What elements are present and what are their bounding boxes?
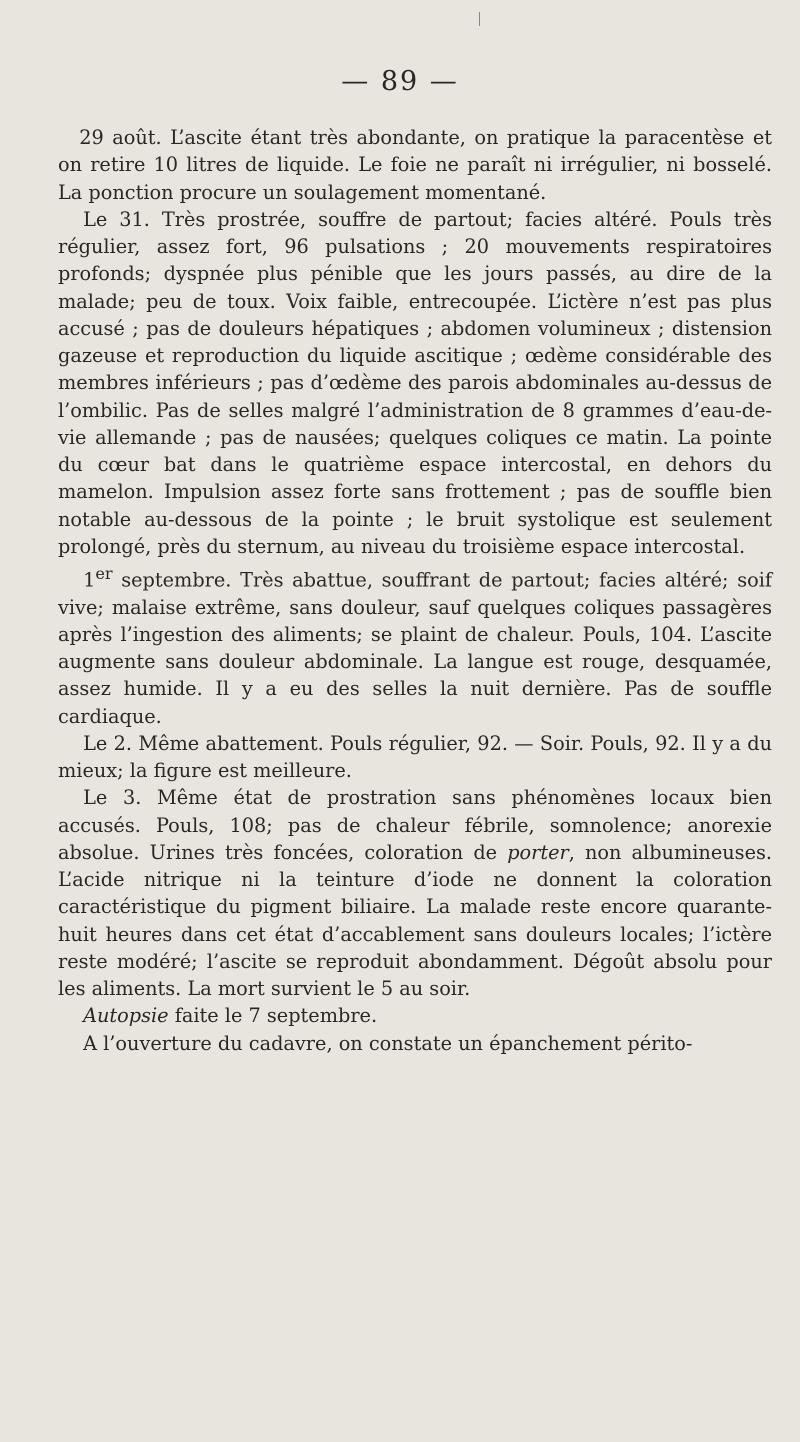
paragraph-le-2: Le 2. Même abattement. Pouls régulier, 92. — Soir. Pouls, 92. Il y a du mieux; la figure est meilleure. bbox=[58, 731, 772, 783]
paragraph-29-aout: 29 août. L’ascite étant très abondante, on pratique la paracentèse et on retire 10 litres de liquide. Le foie ne paraît ni irrégulier, ni bosselé. La ponction procure un soulagement momentané. bbox=[58, 126, 772, 204]
italic-porter: porter bbox=[507, 840, 569, 864]
paragraph-le-3-before: Le 3. Même état de prostration sans phénomènes locaux bien accusés. Pouls, 108; pas de chaleur fébrile, somnolence; anorexie absolue. Urines très foncées, coloration de bbox=[58, 786, 772, 864]
paragraph-1er-septembre-text: septembre. Très abattue, souffrant de partout; facies altéré; soif vive; malaise extrême, sans douleur, sauf quelques coliques passagères après l’ingestion des aliments; se plaint de chaleur. Pouls, 104. L’ascite augmente sans douleur abdominale. La langue est rouge, desquamée, assez humide. Il y a eu des selles la nuit dernière. Pas de souffle cardiaque. bbox=[58, 568, 772, 728]
paragraph-ouverture: A l’ouverture du cadavre, on constate un épanchement périto- bbox=[83, 1031, 693, 1055]
paragraph-autopsie bbox=[58, 1002, 772, 1029]
paragraph-autopsie-after: faite le 7 septembre. bbox=[168, 1004, 378, 1028]
paragraph-le-3 bbox=[58, 784, 772, 1002]
body-text bbox=[58, 124, 772, 1057]
ordinal-suffix: er bbox=[95, 564, 113, 583]
italic-autopsie: Autopsie bbox=[83, 1004, 169, 1028]
paragraph-le-31: Le 31. Très prostrée, souffre de partout; facies altéré. Pouls très régulier, assez fort, 96 pulsations ; 20 mouvements respiratoires profonds; dyspnée plus pénible que les jours passés, au dire de la malade; peu de toux. Voix faible, entrecoupée. L’ictère n’est pas plus accusé ; pas de douleurs hépatiques ; abdomen volumineux ; distension gazeuse et reproduction du liquide ascitique ; œdème considérable des membres inférieurs ; pas d’œdème des parois abdominales au-dessus de l’ombilic. Pas de selles malgré l’administration de 8 grammes d’eau-de-vie allemande ; pas de nausées; quelques coliques ce matin. La pointe du cœur bat dans le quatrième espace intercostal, en dehors du mamelon. Impulsion assez forte sans frottement ; pas de souffle bien notable au-dessous de la pointe ; le bruit systolique est seulement prolongé, près du sternum, au niveau du troisième espace intercostal. bbox=[58, 207, 772, 558]
margin-mark bbox=[479, 12, 480, 26]
page-number: — 89 — bbox=[341, 66, 459, 97]
paragraph-le-3-after: , non albumineuses. L’acide nitrique ni la teinture d’iode ne donnent la coloration caractéristique du pigment biliaire. La malade reste encore quarante-huit heures dans cet état d’accablement sans douleurs locales; l’ictère reste modéré; l’ascite se reproduit abondamment. Dégoût absolu pour les aliments. La mort survient le 5 au soir. bbox=[58, 840, 773, 1001]
day-number: 1 bbox=[83, 568, 96, 592]
paragraph-1er-septembre bbox=[58, 560, 772, 730]
